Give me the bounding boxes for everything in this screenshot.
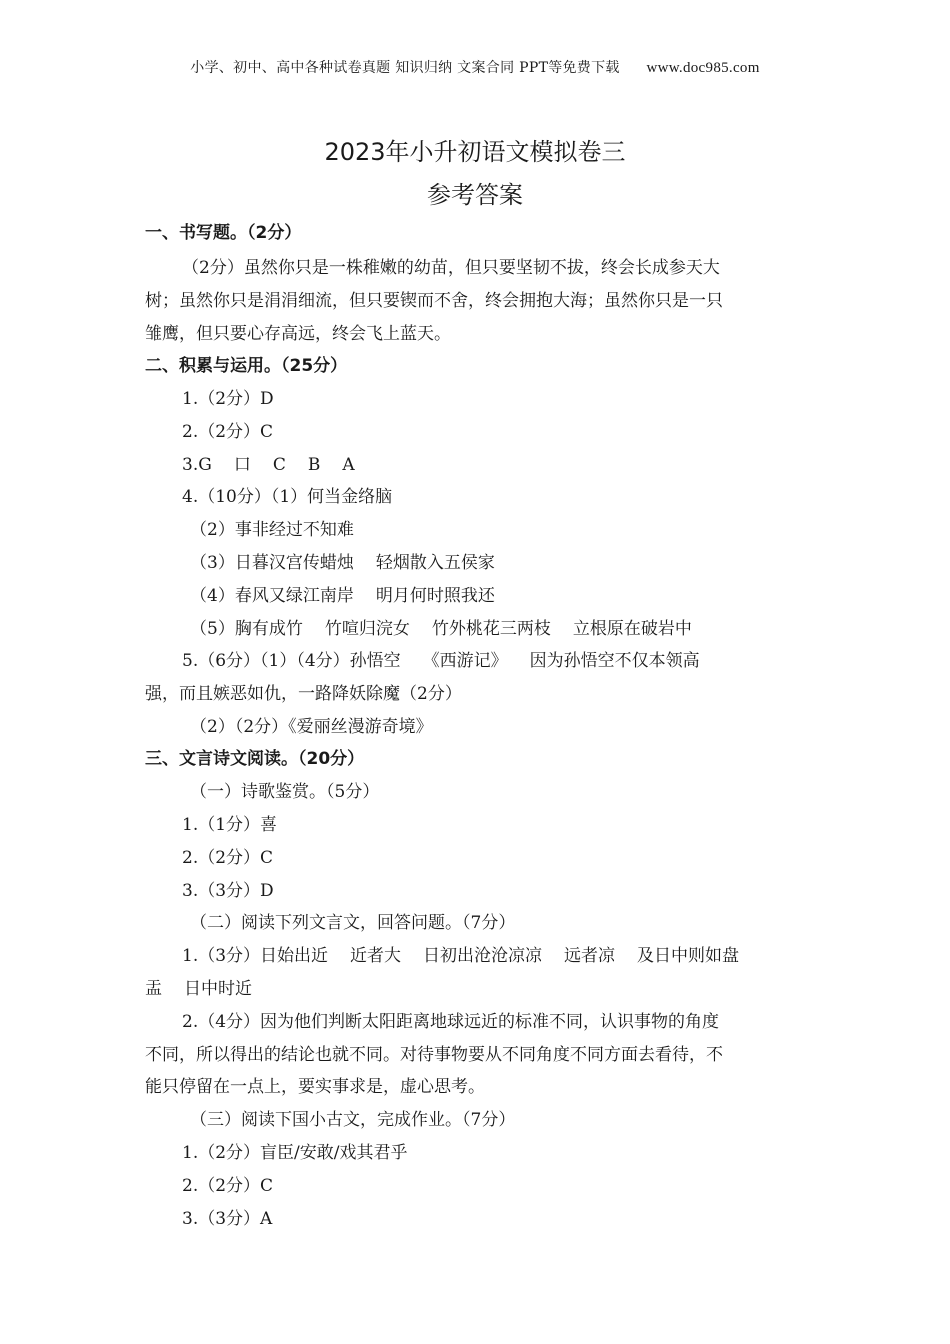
answer-part: （3）日暮汉宫传蜡烛: [190, 553, 354, 573]
answer-line: 2.（2分）C: [182, 848, 274, 868]
answer-part: 竹喧归浣女: [324, 619, 410, 639]
answer-line: [190, 581, 850, 606]
answer-line: 3.（3分）A: [182, 1209, 273, 1229]
answer-part: A: [342, 455, 355, 475]
answer-line: 3.（3分）D: [182, 881, 274, 901]
answer-part: 立根原在破岩中: [572, 619, 692, 639]
answer-line: [190, 614, 850, 639]
answer-line: 2.（4分）因为他们判断太阳距离地球远近的标准不同，认识事物的角度: [182, 1012, 720, 1032]
answer-line: [182, 646, 842, 671]
subsection-heading: （二）阅读下列文言文，回答问题。（7分）: [190, 913, 516, 933]
answer-line: 能只停留在一点上，要实事求是，虚心思考。: [145, 1077, 485, 1097]
answer-part: （4）春风又绿江南岸: [190, 586, 354, 606]
header-text: 小学、初中、高中各种试卷真题 知识归纳 文案合同 PPT等免费下载: [190, 60, 620, 76]
answer-line: [190, 548, 850, 573]
answer-line: 1.（2分）D: [182, 389, 274, 409]
answer-part: C: [272, 455, 286, 475]
answer-part: 轻烟散入五侯家: [375, 553, 495, 573]
answer-part: B: [307, 455, 321, 475]
document-subtitle: 参考答案: [427, 181, 523, 209]
answer-line: [182, 450, 842, 475]
document-title: 2023年小升初语文模拟卷三: [324, 138, 626, 166]
answer-line: 1.（2分）盲臣/安敢/戏其君乎: [182, 1143, 408, 1163]
subsection-heading: （三）阅读下国小古文，完成作业。（7分）: [190, 1110, 516, 1130]
answer-part: 及日中则如盘: [637, 946, 740, 966]
answer-part: 因为孙悟空不仅本领高: [529, 651, 700, 671]
answer-line: 不同，所以得出的结论也就不同。对待事物要从不同角度不同方面去看待，不: [145, 1045, 723, 1065]
answer-line: [182, 941, 842, 966]
answer-part: 盂: [145, 979, 162, 999]
answer-line: 4.（10分）（1）何当金络脑: [182, 487, 393, 507]
answer-part: 竹外桃花三两枝: [431, 619, 551, 639]
answer-line: 1.（1分）喜: [182, 815, 278, 835]
answer-part: 《西游记》: [422, 651, 508, 671]
answer-line: 雏鹰，但只要心存高远，终会飞上蓝天。: [145, 324, 451, 344]
answer-part: 3.G: [182, 455, 212, 475]
answer-part: 口: [233, 455, 251, 475]
answer-line: 强，而且嫉恶如仇，一路降妖除魔（2分）: [145, 684, 462, 704]
answer-part: 日初出沧沧凉凉: [423, 946, 543, 966]
answer-line: [145, 974, 805, 999]
answer-line: （2）事非经过不知难: [190, 520, 354, 540]
answer-line: （2分）虽然你只是一株稚嫩的幼苗，但只要坚韧不拔，终会长成参天大: [182, 258, 720, 278]
answer-part: 远者凉: [564, 946, 616, 966]
page-header: [0, 57, 950, 77]
answer-line: 2.（2分）C: [182, 422, 274, 442]
answer-line: 2.（2分）C: [182, 1176, 274, 1196]
header-site-link[interactable]: www.doc985.com: [646, 60, 760, 76]
answer-part: 1.（3分）日始出近: [182, 946, 329, 966]
section-heading-3: 三、文言诗文阅读。（20分）: [145, 749, 365, 769]
section-heading-1: 一、书写题。（2分）: [145, 223, 302, 243]
answer-line: （2）（2分）《爱丽丝漫游奇境》: [190, 717, 433, 737]
answer-part: 日中时近: [184, 979, 252, 999]
answer-part: 近者大: [350, 946, 402, 966]
answer-part: （5）胸有成竹: [190, 619, 303, 639]
answer-line: 树；虽然你只是涓涓细流，但只要锲而不舍，终会拥抱大海；虽然你只是一只: [145, 291, 723, 311]
subsection-heading: （一）诗歌鉴赏。（5分）: [190, 782, 380, 802]
answer-part: 5.（6分）（1）（4分）孙悟空: [182, 651, 401, 671]
section-heading-2: 二、积累与运用。（25分）: [145, 356, 348, 376]
answer-part: 明月何时照我还: [375, 586, 495, 606]
